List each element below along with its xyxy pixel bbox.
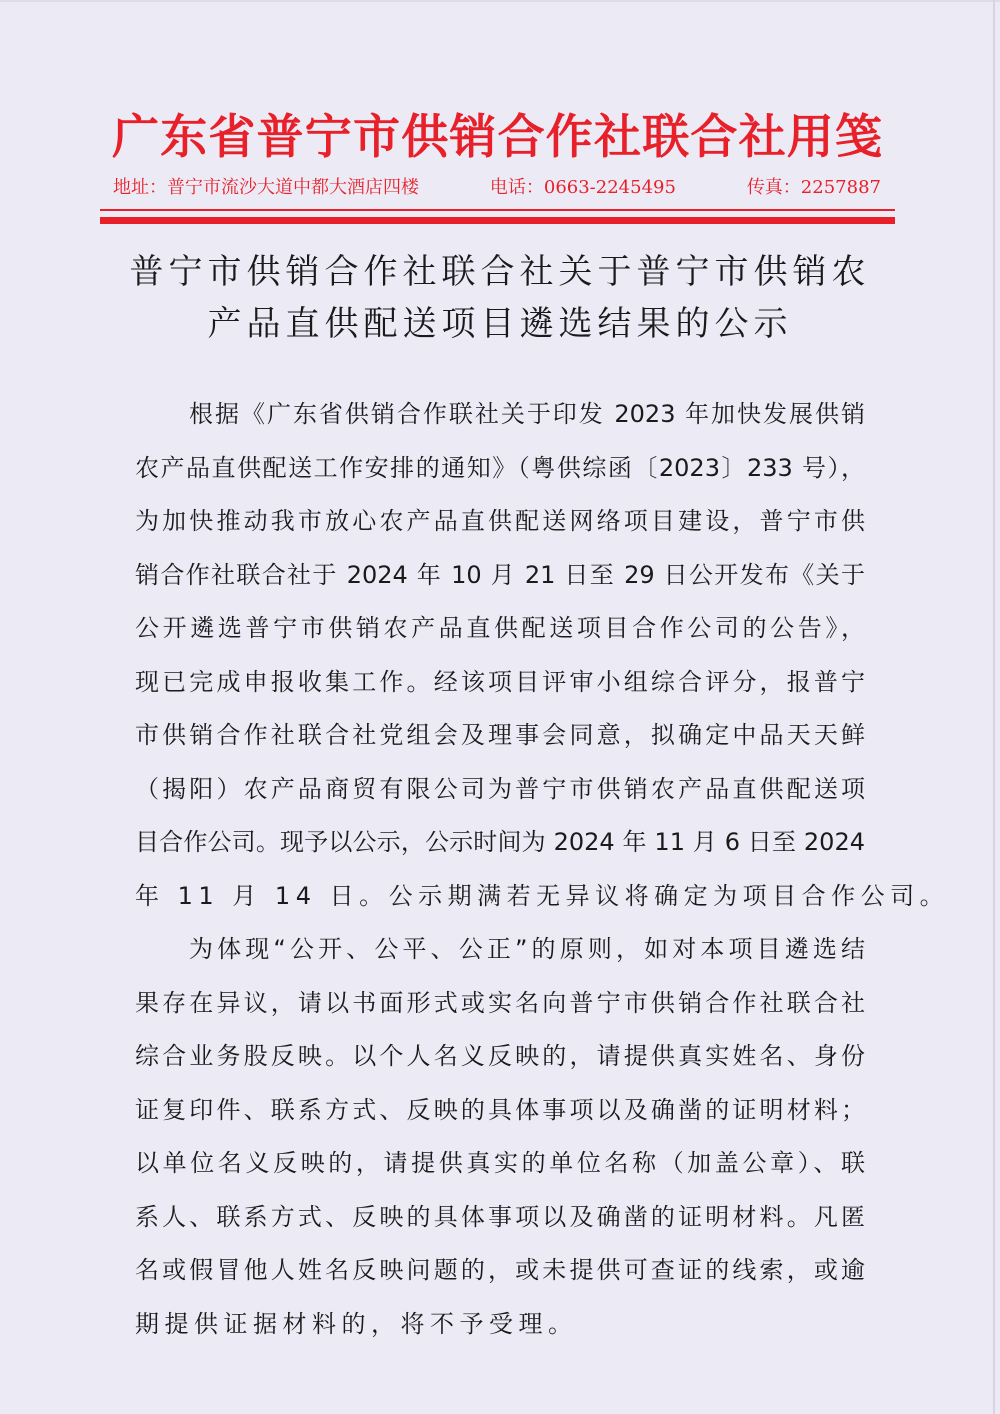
paragraph-1 [135, 396, 950, 931]
body-line: 系人、联系方式、反映的具体事项以及确凿的证明材料。凡匿 [135, 1202, 865, 1231]
document-title-line: 产品直供配送项目遴选结果的公示 [207, 304, 793, 344]
body-line: 综合业务股反映。以个人名义反映的，请提供真实姓名、身份 [135, 1042, 865, 1070]
body-line: （揭阳）农产品商贸有限公司为普宁市供销农产品直供配送项 [135, 774, 865, 803]
body-line: 目合作公司。现予以公示，公示时间为 2024 年 11 月 6 日至 2024 [135, 828, 865, 856]
letterhead-contact-line [113, 174, 881, 202]
body-line: 农产品直供配送工作安排的通知》（粤供综函〔2023〕233 号）， [135, 453, 865, 482]
letterhead-fax: 传真：2257887 [746, 177, 881, 198]
body-line: 证复印件、联系方式、反映的具体事项以及确凿的证明材料； [135, 1095, 865, 1124]
body-line: 为加快推动我市放心农产品直供配送网络项目建设，普宁市供 [135, 507, 865, 535]
body-line: 名或假冒他人姓名反映问题的，或未提供可查证的线索，或逾 [135, 1256, 865, 1284]
letterhead-phone: 电话：0663-2245495 [489, 177, 676, 198]
page-edge-top [0, 0, 1000, 2]
letterhead-rule-thin [100, 209, 895, 211]
body-line: 市供销合作社联合社党组会及理事会同意，拟确定中品天天鲜 [135, 721, 865, 749]
body-line: 年 11 月 14 日。公示期满若无异议将确定为项目合作公司。 [135, 881, 950, 910]
letterhead-title: 广东省普宁市供销合作社联合社用笺 [112, 110, 882, 165]
letterhead-rule-thick [100, 217, 895, 224]
page-edge-right [993, 0, 995, 1414]
document-title [100, 246, 900, 350]
document-body [135, 396, 950, 1359]
body-line: 现已完成申报收集工作。经该项目评审小组综合评分，报普宁 [135, 667, 865, 696]
body-line: 期提供证据材料的，将不予受理。 [135, 1309, 578, 1338]
body-line: 公开遴选普宁市供销农产品直供配送项目合作公司的公告》， [135, 614, 865, 642]
paragraph-2 [135, 931, 865, 1359]
letterhead-address: 地址：普宁市流沙大道中都大酒店四楼 [113, 177, 419, 198]
body-line: 根据《广东省供销合作联社关于印发 2023 年加快发展供销 [189, 400, 865, 428]
body-line: 为体现“公开、公平、公正”的原则，如对本项目遴选结 [189, 935, 865, 963]
body-line: 销合作社联合社于 2024 年 10 月 21 日至 29 日公开发布《关于 [135, 560, 865, 589]
body-line: 果存在异议，请以书面形式或实名向普宁市供销合作社联合社 [135, 988, 865, 1017]
document-title-line: 普宁市供销合作社联合社关于普宁市供销农 [129, 252, 871, 292]
body-line: 以单位名义反映的，请提供真实的单位名称（加盖公章）、联 [135, 1149, 865, 1177]
